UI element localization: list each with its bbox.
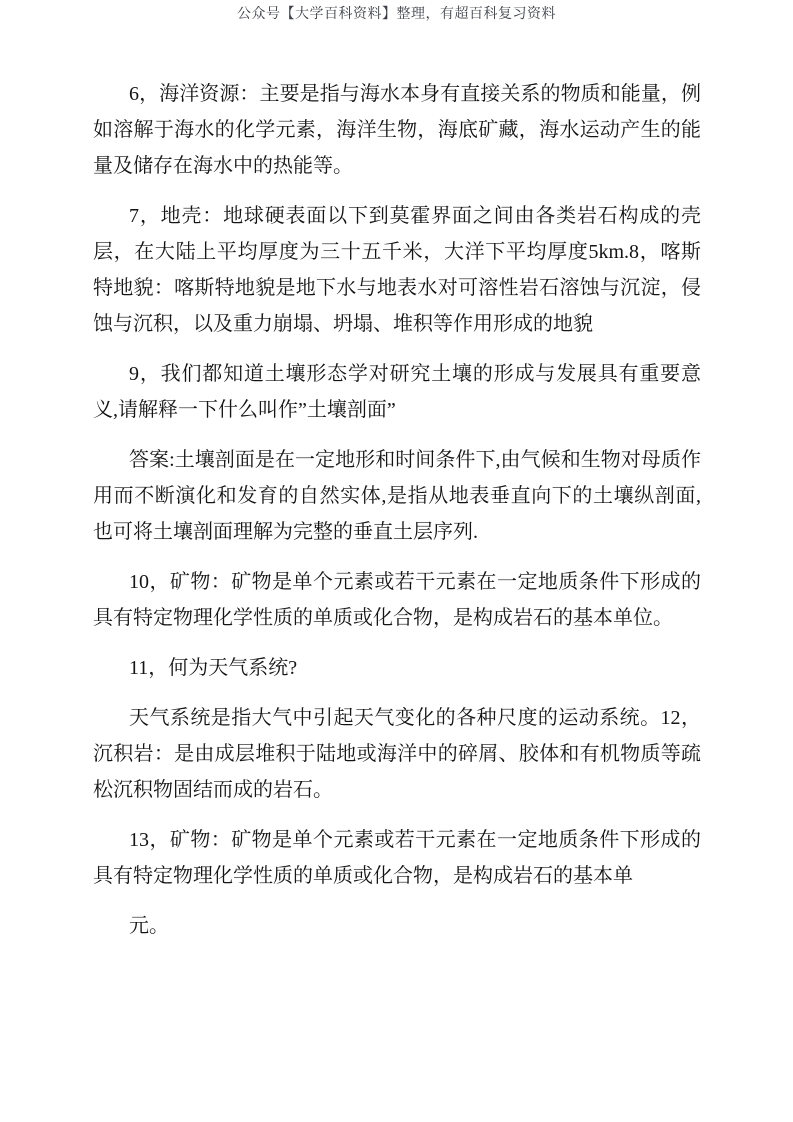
paragraph-item-11-weather-system-question: 11，何为天气系统? [129, 657, 298, 679]
paragraph-item-13-mineral: 13，矿物：矿物是单个元素或若干元素在一定地质条件下形成的具有特定物理化学性质的单质或化合物，是构成岩石的基本单 [93, 829, 701, 887]
document-body [93, 76, 701, 944]
paragraph-item-6-marine-resources: 6，海洋资源：主要是指与海水本身有直接关系的物质和能量，例如溶解于海水的化学元素，海洋生物，海底矿藏，海水运动产生的能量及储存在海水中的热能等。 [93, 83, 701, 177]
page-header-text: 公众号【大学百科资料】整理，有超百科复习资料 [237, 7, 556, 22]
paragraph-answer-soil-profile: 答案:土壤剖面是在一定地形和时间条件下,由气候和生物对母质作用而不断演化和发育的自然实体,是指从地表垂直向下的土壤纵剖面,也可将土壤剖面理解为完整的垂直土层序列. [93, 449, 701, 543]
paragraph-item-9-soil-profile-question: 9，我们都知道土壤形态学对研究土壤的形成与发展具有重要意义,请解释一下什么叫作”土壤剖面” [93, 363, 701, 421]
paragraph-item-7-crust-and-karst: 7，地壳：地球硬表面以下到莫霍界面之间由各类岩石构成的壳层，在大陆上平均厚度为三十五千米，大洋下平均厚度5km.8，喀斯特地貌：喀斯特地貌是地下水与地表水对可溶性岩石溶蚀与沉淀，侵蚀与沉积，以及重力崩塌、坍塌、堆积等作用形成的地貌 [93, 205, 701, 335]
paragraph-item-13-continuation: 元。 [129, 915, 169, 937]
paragraph-weather-system-answer-item-12-sedimentary-rock: 天气系统是指大气中引起天气变化的各种尺度的运动系统。12，沉积岩：是由成层堆积于陆地或海洋中的碎屑、胶体和有机物质等疏松沉积物固结而成的岩石。 [93, 707, 701, 801]
paragraph-item-10-mineral: 10，矿物：矿物是单个元素或若干元素在一定地质条件下形成的具有特定物理化学性质的单质或化合物，是构成岩石的基本单位。 [93, 571, 701, 629]
